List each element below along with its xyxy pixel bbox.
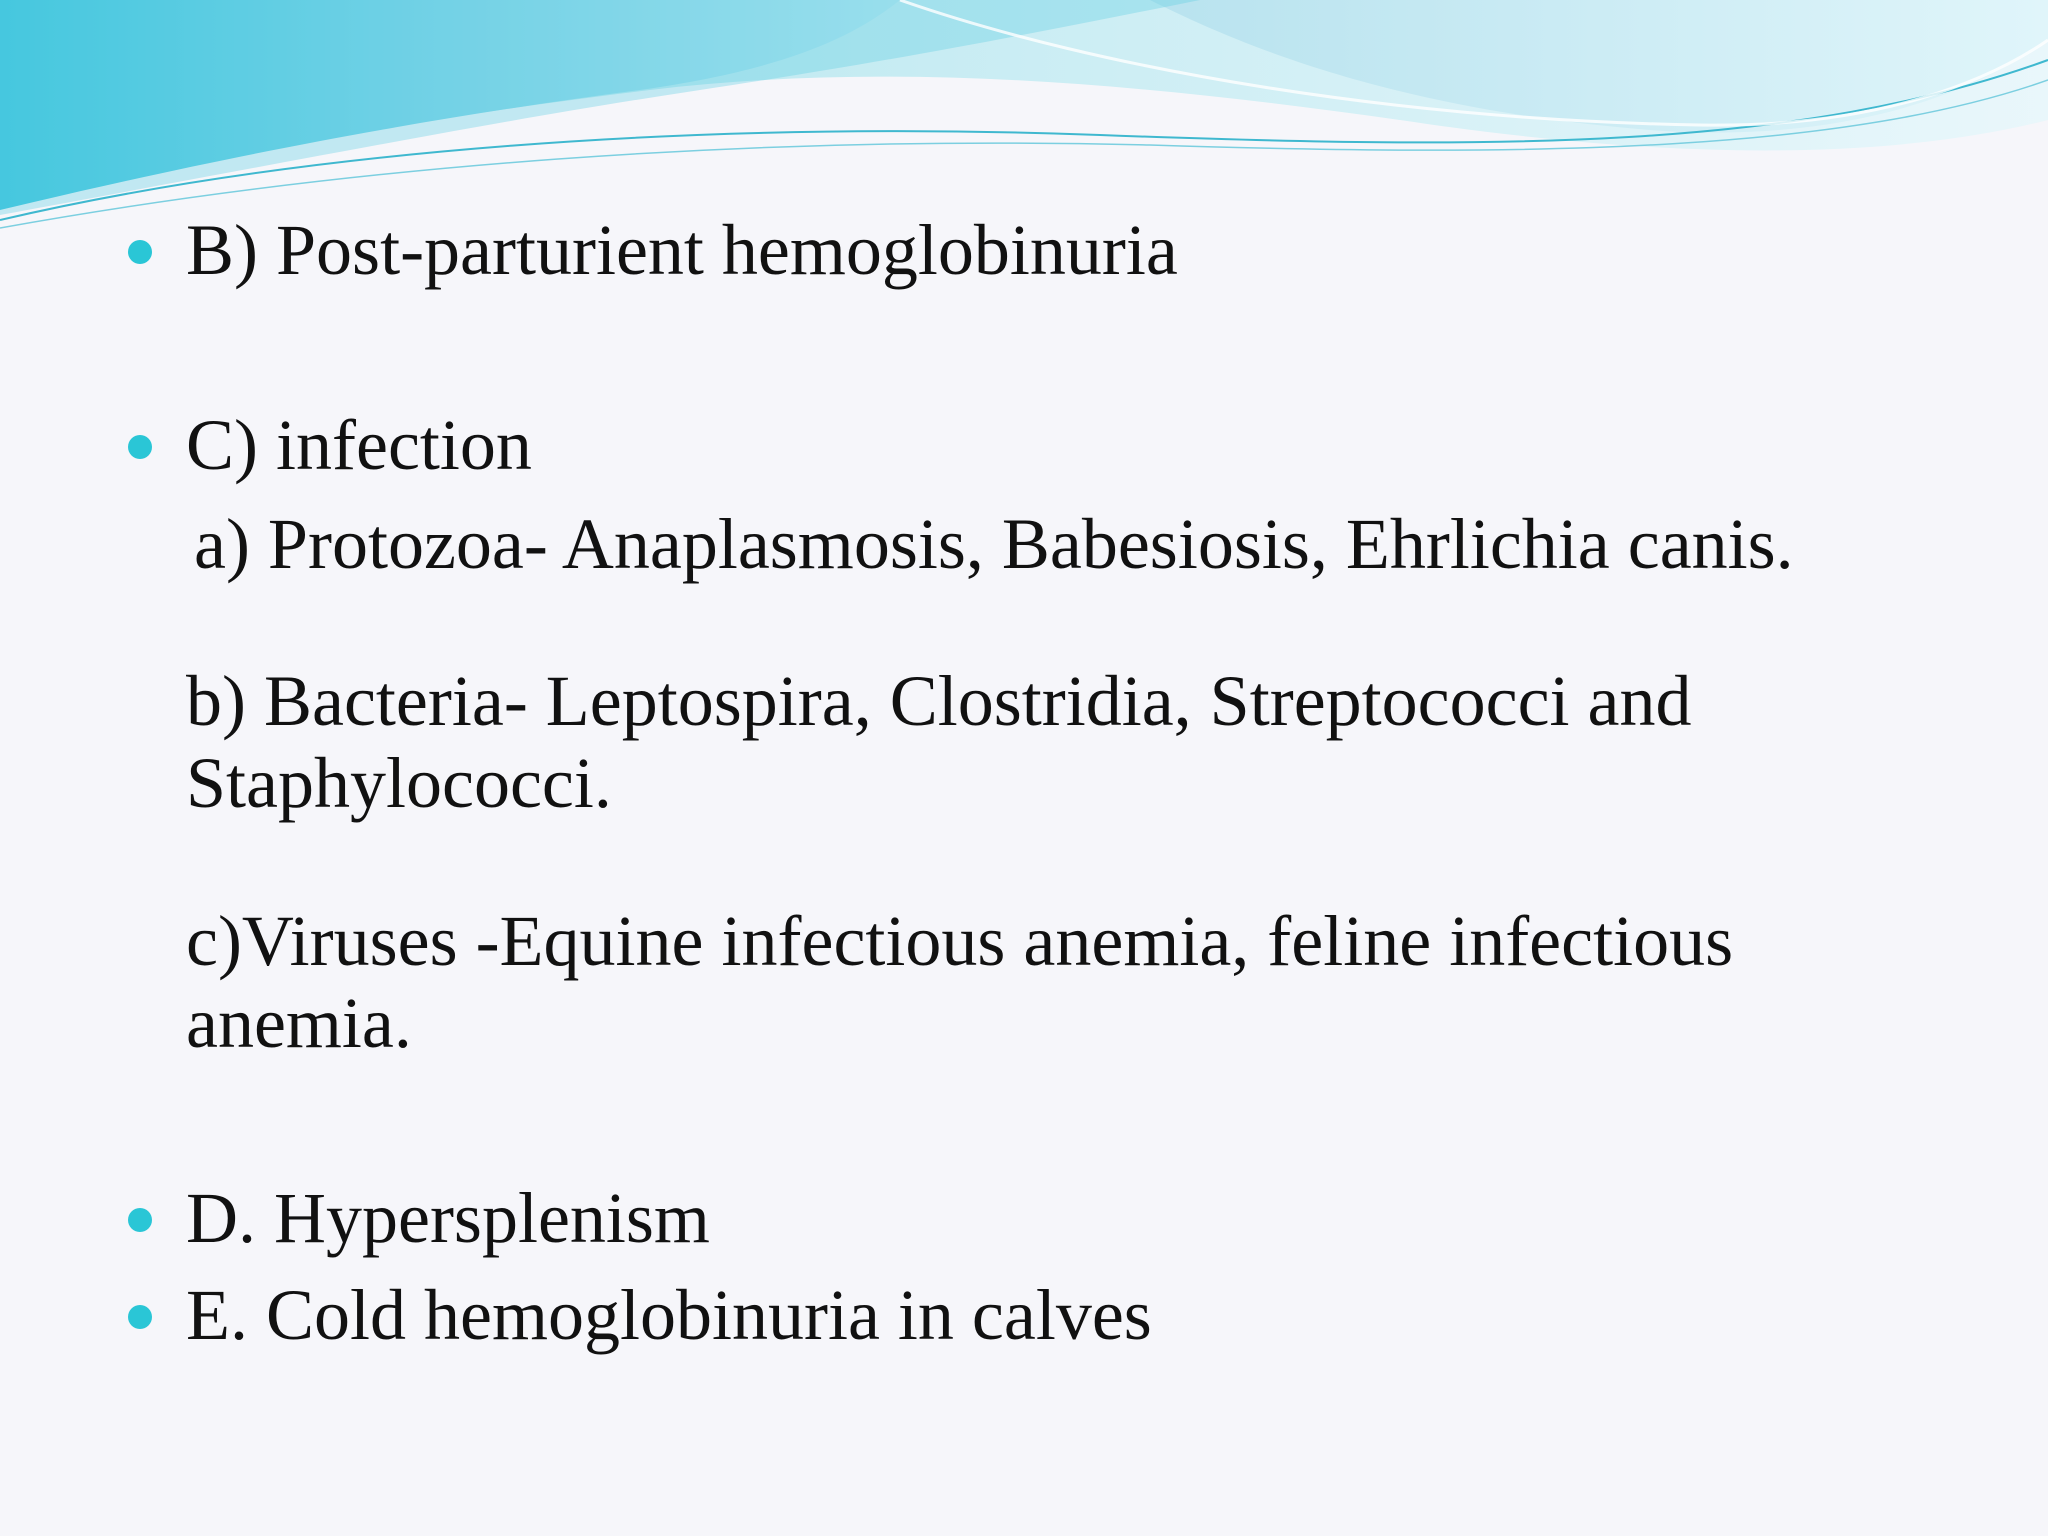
bullet-text-c: C) infection	[186, 405, 532, 485]
infection-bacteria-line-2: Staphylococci.	[186, 743, 612, 823]
bullet-dot-icon	[128, 1208, 152, 1232]
infection-protozoa-line: a) Protozoa- Anaplasmosis, Babesiosis, Ehrlichia canis.	[194, 504, 1794, 584]
infection-viruses-line-2: anemia.	[186, 983, 412, 1063]
bullet-text-b: B) Post-parturient hemoglobinuria	[186, 210, 1178, 290]
bullet-dot-icon	[128, 435, 152, 459]
bullet-dot-icon	[128, 1305, 152, 1329]
infection-bacteria-line-1: b) Bacteria- Leptospira, Clostridia, Streptococci and	[186, 661, 1692, 741]
infection-viruses-line-1: c)Viruses -Equine infectious anemia, feline infectious	[186, 901, 1734, 981]
bullet-text-d: D. Hypersplenism	[186, 1178, 710, 1258]
bullet-text-e: E. Cold hemoglobinuria in calves	[186, 1275, 1152, 1355]
bullet-dot-icon	[128, 240, 152, 264]
